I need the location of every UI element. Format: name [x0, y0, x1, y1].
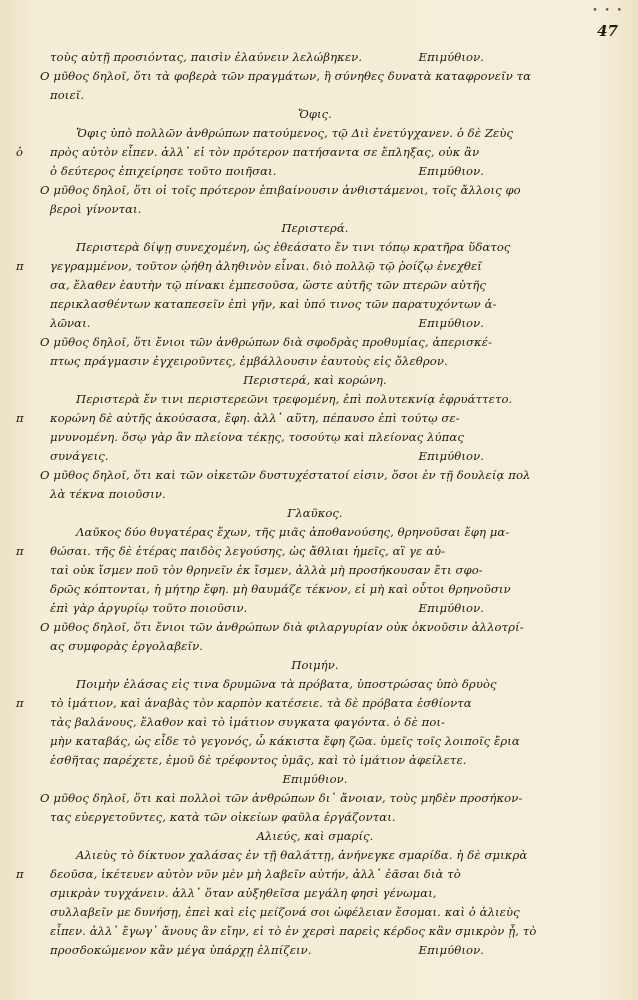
- text-line: [50, 352, 580, 371]
- fable-heading: [50, 656, 580, 675]
- text-line: [16, 409, 580, 428]
- line-text: Περιστερὰ δίψῃ συνεχομένη, ὡς ἐθεάσατο ἔν τινι τόπῳ κρατῆρα ὕδατος: [76, 240, 511, 254]
- line-text: Ὄφις ὑπὸ πολλῶν ἀνθρώπων πατούμενος, τῷ Διὶ ἐνετύγχανεν. ὁ δὲ Ζεὺς: [76, 126, 514, 140]
- line-text: εἶπεν. ἀλλ᾽ ἔγωγ᾽ ἄνους ἂν εἴην, εἰ τὸ ἐν χερσὶ παρεὶς κέρδος κἂν σμικρὸν ᾖ, τὸ: [50, 924, 537, 938]
- line-text: τὰς βαλάνους, ἔλαθον καὶ τὸ ἱμάτιον συγκατα φαγόντα. ὁ δὲ ποι-: [50, 715, 446, 729]
- moral-line: [40, 618, 580, 637]
- line-text: σμικρὰν τυγχάνειν. ἀλλ᾽ ὅταν αὐξηθεῖσα μεγάλη φησὶ γένωμαι,: [50, 886, 437, 900]
- line-text: Γλαῦκος.: [287, 506, 343, 520]
- fable-heading: [50, 105, 580, 124]
- epimythion-label: Επιμύθιον.: [418, 164, 484, 178]
- line-text: Ο μῦθος δηλοῖ, ὅτι καὶ πολλοὶ τῶν ἀνθρώπων δι᾽ ἄνοιαν, τοὺς μηδὲν προσήκον-: [40, 791, 523, 805]
- epimythion-label: Επιμύθιον.: [418, 449, 484, 463]
- text-line: [50, 903, 580, 922]
- line-text: τοὺς αὐτῇ προσιόντας, παισὶν ἐλαύνειν λελώβηκεν.: [50, 50, 363, 64]
- text-line: [50, 428, 580, 447]
- line-text: Ὄφις.: [298, 107, 332, 121]
- text-line: [50, 922, 580, 941]
- text-line: [50, 276, 580, 295]
- margin-note: π: [16, 696, 24, 710]
- line-text: Αλιεὺς τὸ δίκτυον χαλάσας ἐν τῇ θαλάττῃ, ἀνήνεγκε σμαρίδα. ἡ δὲ σμικρὰ: [76, 848, 528, 862]
- line-text: ἐσθῆτας παρέχετε, ἐμοῦ δὲ τρέφοντος ὑμᾶς, καὶ τὸ ἱμάτιον ἀφείλετε.: [50, 753, 467, 767]
- moral-line: [40, 789, 580, 808]
- text-line: [50, 561, 580, 580]
- text-line: [50, 884, 580, 903]
- line-text: Περιστερά.: [281, 221, 349, 235]
- text-line: [16, 143, 580, 162]
- fable-first-line: [50, 846, 580, 865]
- line-text: Περιστερὰ ἔν τινι περιστερεῶνι τρεφομένη, ἐπὶ πολυτεκνίᾳ ἐφρυάττετο.: [76, 392, 513, 406]
- epimythion-label: Επιμύθιον.: [418, 316, 484, 330]
- text-line: [50, 808, 580, 827]
- moral-line: [40, 67, 580, 86]
- line-text: ας συμφορὰς ἐργολαβεῖν.: [50, 639, 204, 653]
- epimythion-label: Επιμύθιον.: [418, 943, 484, 957]
- line-text: Ο μῦθος δηλοῖ, ὅτι ἔνιοι τῶν ἀνθρώπων διὰ φιλαργυρίαν οὐκ ὀκνοῦσιν ἀλλοτρί-: [40, 620, 524, 634]
- text-line: [50, 713, 580, 732]
- line-text: τὸ ἱμάτιον, καὶ ἀναβὰς τὸν καρπὸν κατέσειε. τὰ δὲ πρόβατα ἐσθίοντα: [50, 696, 472, 710]
- line-text: ἐπὶ γὰρ ἀργυρίῳ τοῦτο ποιοῦσιν.: [50, 601, 248, 615]
- line-text: θώσαι. τῆς δὲ ἑτέρας παιδὸς λεγούσης, ὡς ἄθλιαι ἡμεῖς, αἳ γε αὐ-: [50, 544, 446, 558]
- moral-line: [40, 181, 580, 200]
- text-line: [16, 542, 580, 561]
- text-line: [50, 580, 580, 599]
- fable-first-line: [50, 238, 580, 257]
- line-text: ποιεῖ.: [50, 88, 85, 102]
- text-line: [50, 200, 580, 219]
- line-text: λῶναι.: [50, 316, 91, 330]
- fable-heading: [50, 770, 580, 789]
- text-line: [16, 865, 580, 884]
- epimythion-label: Επιμύθιον.: [418, 50, 484, 64]
- text-line: [50, 48, 580, 67]
- corner-mark: • • •: [592, 6, 624, 16]
- text-line: [50, 599, 580, 618]
- text-line: [16, 694, 580, 713]
- text-line: [50, 314, 580, 333]
- text-line: [50, 447, 580, 466]
- fable-first-line: [50, 675, 580, 694]
- text-line: [50, 732, 580, 751]
- epimythion-label: Επιμύθιον.: [418, 601, 484, 615]
- margin-note: π: [16, 544, 24, 558]
- text-line: [50, 86, 580, 105]
- line-text: Αλιεύς, καὶ σμαρίς.: [256, 829, 374, 843]
- moral-line: [40, 466, 580, 485]
- line-text: δρῶς κόπτονται, ἡ μήτηρ ἔφη. μὴ θαυμάζε τέκνον, εἰ μὴ καὶ οὗτοι θρηνοῦσιν: [50, 582, 511, 596]
- line-text: Ο μῦθος δηλοῖ, ὅτι τὰ φοβερὰ τῶν πραγμάτων, ἢ σύνηθες δυνατὰ καταφρονεῖν τα: [40, 69, 532, 83]
- line-text: σα, ἔλαθεν ἑαυτὴν τῷ πίνακι ἐμπεσοῦσα, ὥστε αὐτῆς τῶν πτερῶν αὐτῆς: [50, 278, 487, 292]
- line-text: Ποιμήν.: [291, 658, 339, 672]
- line-text: συλλαβεῖν με δυνήσῃ, ἐπεὶ καὶ εἰς μείζονά σοι ὠφέλειαν ἔσομαι. καὶ ὁ ἁλιεὺς: [50, 905, 520, 919]
- line-text: Περιστερά, καὶ κορώνη.: [243, 373, 387, 387]
- fable-heading: [50, 371, 580, 390]
- fable-text-block: [16, 48, 580, 960]
- line-text: ταὶ οὐκ ἴσμεν ποῦ τὸν θρηνεῖν ἐκ ἴσμεν, ἀλλὰ μὴ προσήκουσαν ἔτι σφο-: [50, 563, 483, 577]
- text-line: [16, 257, 580, 276]
- line-text: μὴν καταβάς, ὡς εἶδε τὸ γεγονός, ὦ κάκιστα ἔφη ζῶα. ὑμεῖς τοῖς λοιποῖς ἔρια: [50, 734, 520, 748]
- line-text: συνάγεις.: [50, 449, 109, 463]
- line-text: Λαῦκος δύο θυγατέρας ἔχων, τῆς μιᾶς ἀποθανούσης, θρηνοῦσαι ἔφη μα-: [76, 525, 510, 539]
- text-line: [50, 485, 580, 504]
- fable-first-line: [50, 523, 580, 542]
- line-text: Ο μῦθος δηλοῖ, ὅτι οἱ τοῖς πρότερον ἐπιβαίνουσιν ἀνθιστάμενοι, τοῖς ἄλλοις φο: [40, 183, 521, 197]
- line-text: βεροὶ γίνονται.: [50, 202, 142, 216]
- text-line: [50, 295, 580, 314]
- line-text: πτως πράγμασιν ἐγχειροῦντες, ἐμβάλλουσιν ἑαυτοὺς εἰς ὄλεθρον.: [50, 354, 448, 368]
- line-text: τας εὐεργετοῦντες, κατὰ τῶν οἰκείων φαῦλα ἐργάζονται.: [50, 810, 396, 824]
- moral-line: [40, 333, 580, 352]
- text-line: [50, 751, 580, 770]
- line-text: ὁ δεύτερος ἐπιχείρησε τοῦτο ποιῆσαι.: [50, 164, 277, 178]
- line-text: Επιμύθιον.: [282, 772, 348, 786]
- text-line: [50, 162, 580, 181]
- line-text: Ποιμὴν ἐλάσας εἰς τινα δρυμῶνα τὰ πρόβατα, ὑποστρώσας ὑπὸ δρυὸς: [76, 677, 497, 691]
- line-text: περικλασθέντων καταπεσεῖν ἐπὶ γῆν, καὶ ὑπό τινος τῶν παρατυχόντων ἁ-: [50, 297, 497, 311]
- fable-heading: [50, 219, 580, 238]
- text-line: [50, 941, 580, 960]
- line-text: γεγραμμένον, τοῦτον ᾠήθη ἀληθινὸν εἶναι. διὸ πολλῷ τῷ ῥοίζῳ ἐνεχθεῖ: [50, 259, 482, 273]
- line-text: λὰ τέκνα ποιοῦσιν.: [50, 487, 166, 501]
- page-number: 47: [597, 22, 618, 40]
- margin-note: ὁ: [16, 145, 24, 159]
- margin-note: π: [16, 867, 24, 881]
- line-text: Ο μῦθος δηλοῖ, ὅτι καὶ τῶν οἰκετῶν δυστυχέστατοί εἰσιν, ὅσοι ἐν τῇ δουλείᾳ πολ: [40, 468, 531, 482]
- fable-heading: [50, 504, 580, 523]
- line-text: προσδοκώμενον κἂν μέγα ὑπάρχῃ ἐλπίζειν.: [50, 943, 312, 957]
- line-text: κορώνη δὲ αὐτῆς ἀκούσασα, ἔφη. ἀλλ᾽ αὕτη, πέπαυσο ἐπὶ τούτῳ σε-: [50, 411, 460, 425]
- margin-note: π: [16, 259, 24, 273]
- line-text: δεοῦσα, ἱκέτευεν αὐτὸν νῦν μὲν μὴ λαβεῖν αὐτήν, ἀλλ᾽ ἐᾶσαι διὰ τὸ: [50, 867, 461, 881]
- fable-first-line: [50, 390, 580, 409]
- fable-first-line: [50, 124, 580, 143]
- line-text: μνυνομένη. ὅσῳ γὰρ ἂν πλείονα τέκῃς, τοσούτῳ καὶ πλείονας λύπας: [50, 430, 464, 444]
- margin-note: π: [16, 411, 24, 425]
- fable-heading: [50, 827, 580, 846]
- line-text: πρὸς αὐτὸν εἶπεν. ἀλλ᾽ εἰ τὸν πρότερον πατήσαντα σε ἔπληξας, οὐκ ἂν: [50, 145, 480, 159]
- line-text: Ο μῦθος δηλοῖ, ὅτι ἔνιοι τῶν ἀνθρώπων διὰ σφοδρὰς προθυμίας, ἀπερισκέ-: [40, 335, 493, 349]
- text-line: [50, 637, 580, 656]
